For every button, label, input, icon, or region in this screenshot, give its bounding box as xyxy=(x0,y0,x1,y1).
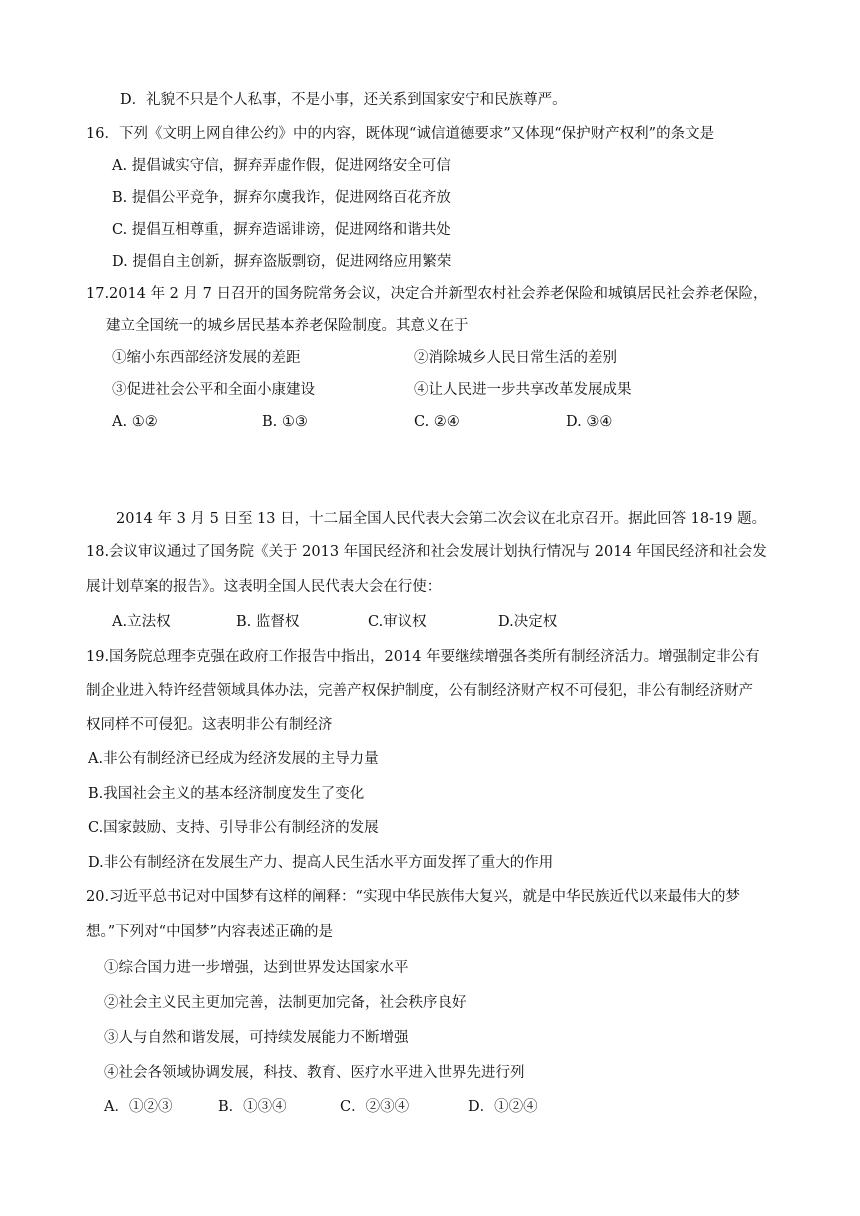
q17-statement-4: ④让人民进一步共享改革发展成果 xyxy=(414,382,632,398)
q18-option-c: C.审议权 xyxy=(368,614,427,630)
q19-option-c: C.国家鼓励、支持、引导非公有制经济的发展 xyxy=(88,820,379,836)
q17-stem-line2: 建立全国统一的城乡居民基本养老保险制度。其意义在于 xyxy=(106,318,469,334)
material-intro: 2014 年 3 月 5 日至 13 日，十二届全国人民代表大会第二次会议在北京召开。据此回答 18-19 题。 xyxy=(116,511,767,527)
q20-option-a: A．①②③ xyxy=(104,1099,173,1115)
q20-stem-line2: 想。”下列对“中国梦”内容表述正确的是 xyxy=(86,924,333,940)
q20-statement-2: ②社会主义民主更加完善，法制更加完备，社会秩序良好 xyxy=(104,995,467,1011)
q20-option-b: B．①③④ xyxy=(218,1099,287,1115)
q17-stem-line1: 17.2014 年 2 月 7 日召开的国务院常务会议，决定合并新型农村社会养老保险和城镇居民社会养老保险， xyxy=(86,286,768,302)
q19-option-d: D.非公有制经济在发展生产力、提高人民生活水平方面发挥了重大的作用 xyxy=(88,855,554,871)
q20-statement-4: ④社会各领域协调发展，科技、教育、医疗水平进入世界先进行列 xyxy=(104,1065,525,1081)
q17-statement-3: ③促进社会公平和全面小康建设 xyxy=(112,382,315,398)
q16-option-c: C. 提倡互相尊重，摒弃造谣诽谤，促进网络和谐共处 xyxy=(112,222,451,238)
q20-statement-1: ①综合国力进一步增强，达到世界发达国家水平 xyxy=(104,960,409,976)
q16-option-a: A. 提倡诚实守信，摒弃弄虚作假，促进网络安全可信 xyxy=(112,158,451,174)
q17-option-d: D. ③④ xyxy=(566,414,613,430)
q19-stem-line3: 权同样不可侵犯。这表明非公有制经济 xyxy=(86,717,333,733)
q19-stem-line1: 19.国务院总理李克强在政府工作报告中指出，2014 年要继续增强各类所有制经济活力。增强制定非公有 xyxy=(86,649,760,665)
q18-stem-line1: 18.会议审议通过了国务院《关于 2013 年国民经济和社会发展计划执行情况与 2014 年国民经济和社会发 xyxy=(86,544,767,560)
q18-option-a: A.立法权 xyxy=(112,614,171,630)
q16-option-b: B. 提倡公平竞争，摒弃尔虞我诈，促进网络百花齐放 xyxy=(112,190,451,206)
q20-stem-line1: 20.习近平总书记对中国梦有这样的阐释：“实现中华民族伟大复兴，就是中华民族近代以来最伟大的梦 xyxy=(86,889,740,905)
q17-option-c: C. ②④ xyxy=(414,414,460,430)
q20-statement-3: ③人与自然和谐发展，可持续发展能力不断增强 xyxy=(104,1030,409,1046)
q17-statement-1: ①缩小东西部经济发展的差距 xyxy=(112,350,301,366)
q19-stem-line2: 制企业进入特许经营领域具体办法，完善产权保护制度，公有制经济财产权不可侵犯，非公有制经济财产 xyxy=(86,683,753,699)
q18-option-b: B. 监督权 xyxy=(236,614,300,630)
q18-stem-line2: 展计划草案的报告》。这表明全国人民代表大会在行使： xyxy=(86,579,442,595)
q20-option-d: D．①②④ xyxy=(468,1099,538,1115)
q16-option-d: D. 提倡自主创新，摒弃盗版剽窃，促进网络应用繁荣 xyxy=(112,254,452,270)
q15-option-d: D．礼貌不只是个人私事，不是小事，还关系到国家安宁和民族尊严。 xyxy=(120,92,567,108)
q17-statement-2: ②消除城乡人民日常生活的差别 xyxy=(414,350,617,366)
q19-option-b: B.我国社会主义的基本经济制度发生了变化 xyxy=(88,786,365,802)
q19-option-a: A.非公有制经济已经成为经济发展的主导力量 xyxy=(88,751,379,767)
q17-option-b: B. ①③ xyxy=(262,414,308,430)
q20-option-c: C．②③④ xyxy=(340,1099,410,1115)
q17-option-a: A. ①② xyxy=(112,414,158,430)
q18-option-d: D.决定权 xyxy=(498,614,558,630)
q16-stem: 16．下列《文明上网自律公约》中的内容，既体现“诚信道德要求”又体现“保护财产权利”的条文是 xyxy=(86,126,715,142)
